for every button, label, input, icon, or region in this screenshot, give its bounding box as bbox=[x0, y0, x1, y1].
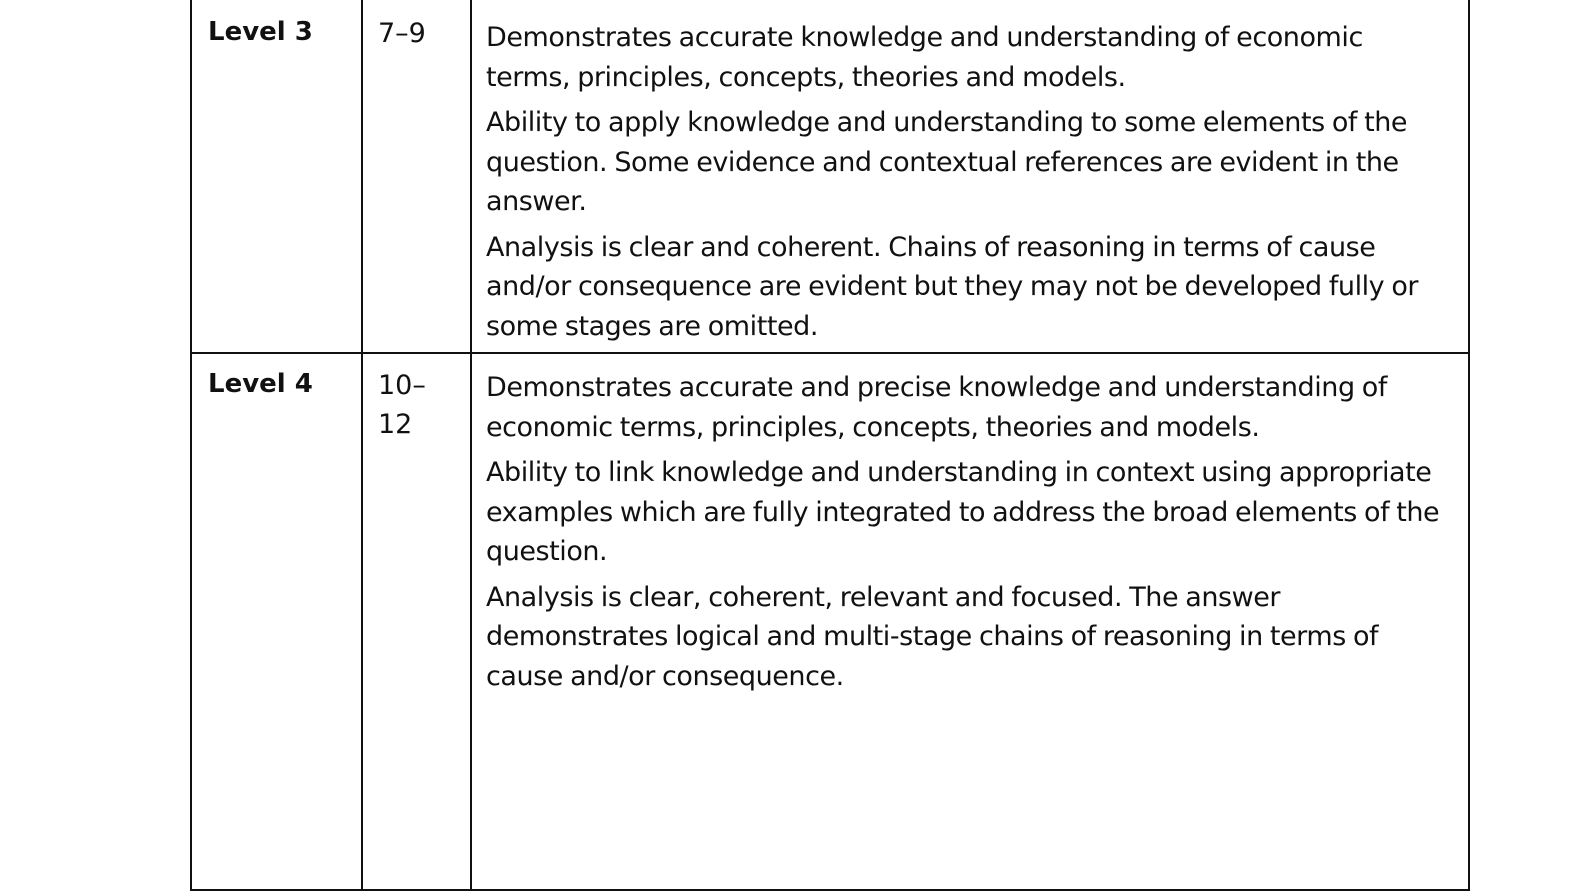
descriptor-cell bbox=[471, 353, 1469, 890]
marks-range: 10–12 bbox=[378, 370, 426, 440]
descriptor-knowledge: Demonstrates accurate knowledge and understanding of economic terms, principles, concepts, theories and models. bbox=[486, 22, 1363, 93]
table-row-level-4 bbox=[191, 353, 1469, 890]
marks-cell bbox=[362, 0, 471, 353]
descriptor-application: Ability to apply knowledge and understanding to some elements of the question. Some evidence and contextual references are evident in the answer. bbox=[486, 107, 1408, 217]
marks-range: 7–9 bbox=[378, 18, 426, 49]
descriptor-analysis: Analysis is clear, coherent, relevant and focused. The answer demonstrates logical and multi-stage chains of reasoning in terms of cause and/or consequence. bbox=[486, 581, 1379, 692]
mark-scheme-table bbox=[190, 0, 1470, 891]
level-cell bbox=[191, 353, 362, 890]
table-row-level-3 bbox=[191, 0, 1469, 353]
level-cell bbox=[191, 0, 362, 353]
level-label: Level 4 bbox=[208, 369, 313, 399]
descriptor-knowledge: Demonstrates accurate and precise knowledge and understanding of economic terms, principles, concepts, theories and models. bbox=[486, 372, 1387, 443]
level-label: Level 3 bbox=[208, 17, 313, 47]
descriptor-analysis: Analysis is clear and coherent. Chains of reasoning in terms of cause and/or consequence are evident but they may not be developed fully or some stages are omitted. bbox=[486, 231, 1419, 342]
marks-cell bbox=[362, 353, 471, 890]
descriptor-application: Ability to link knowledge and understanding in context using appropriate examples which are fully integrated to address the broad elements of the question. bbox=[486, 457, 1440, 567]
mark-scheme-table-container bbox=[190, 0, 1468, 887]
descriptor-cell bbox=[471, 0, 1469, 353]
